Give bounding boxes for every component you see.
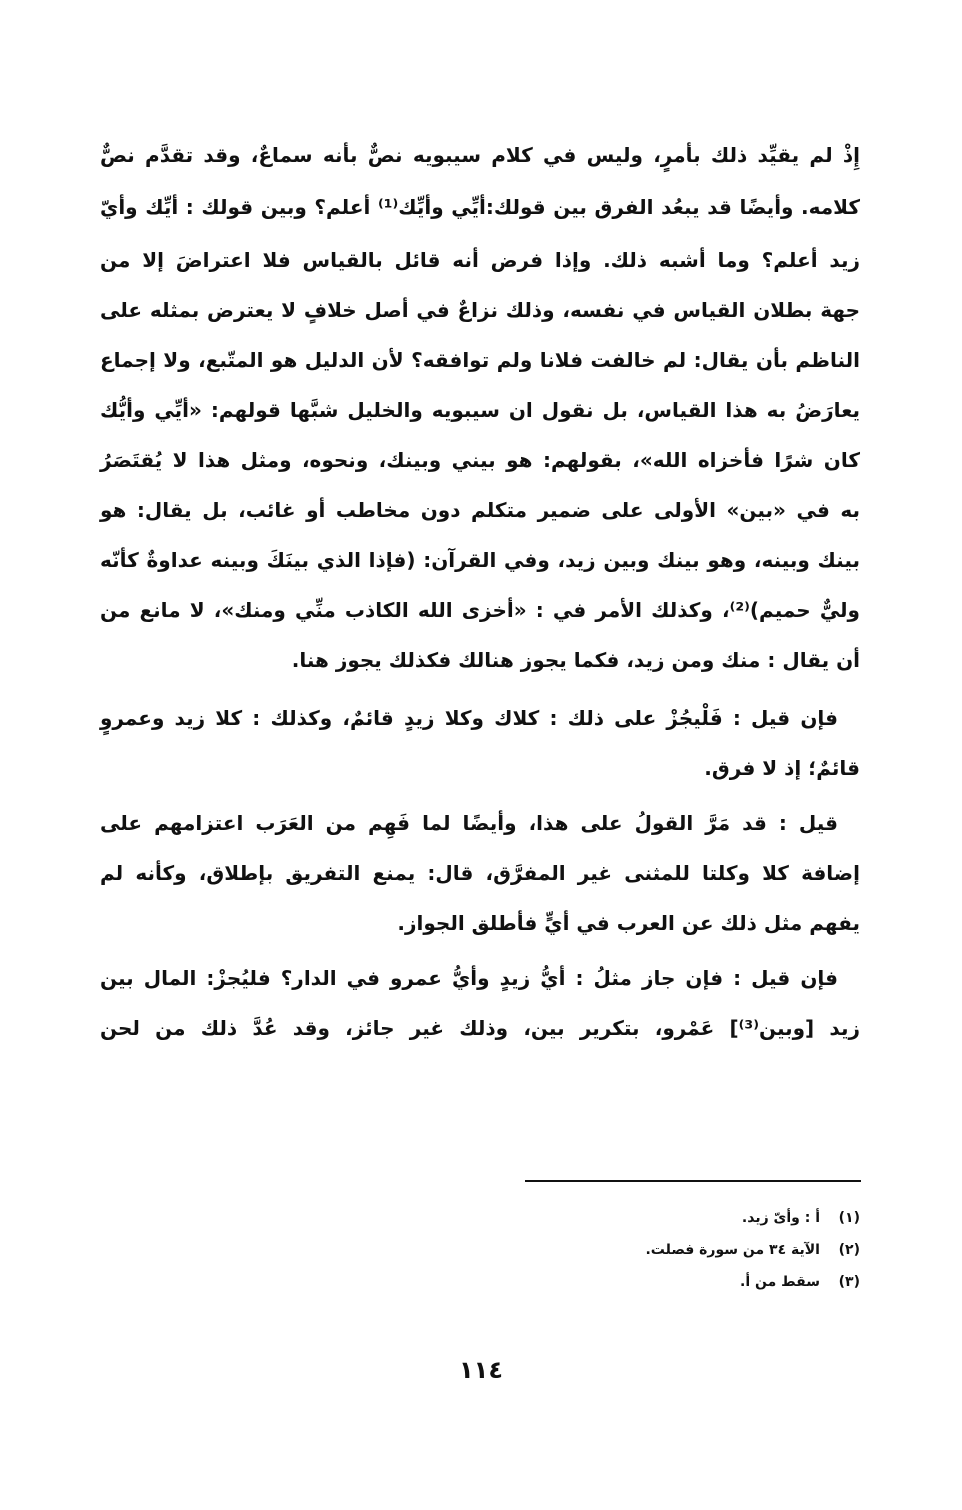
footnote-number: (٢) [838, 1242, 860, 1258]
text-line: إضافة كلا وكلتا للمثنى غير المفرَّق، قال: يمنع التفريق بإطلاق، وكأنه لم [100, 861, 860, 885]
text-line: الناظم بأن يقال: لم خالفت فلانا ولم توافقه؟ لأن الدليل هو المتّبع، ولا إجماع [100, 348, 860, 372]
text-line: فإن قيل : فإن جاز مثلُ : أيُّ زيدٍ وأيُّ عمرو في الدار؟ فليُجزْ: المال بين [100, 966, 838, 990]
text-line: إِذْ لم يقيِّد ذلك بأمرٍ، وليس في كلام سيبويه نصٌّ بأنه سماعٌ، وقد تقدَّم نصٌّ [100, 143, 860, 167]
footnote-number: (٣) [838, 1274, 860, 1290]
text-line: قائمٌ؛ إذ لا فرق. [704, 756, 860, 780]
text-line: يعارَضُ به هذا القياس، بل نقول ان سيبويه والخليل شبَّها قولهم: «أيِّي وأيُّك [100, 398, 860, 422]
footnote-text: الآية ٣٤ من سورة فصلت. [645, 1242, 820, 1258]
text-line: جهة بطلان القياس في نفسه، وذلك نزاعٌ في أصل خلافٍ لا يعترض بمثله على [100, 298, 860, 322]
text-line: يفهم مثل ذلك عن العرب في أيٍّ فأطلق الجواز. [397, 911, 860, 935]
text-line: بينك وبينه، وهو بينك وبين زيد، وفي القرآن: (فإذا الذي بينَكَ وبينه عداوةٌ كأنّه [100, 548, 860, 572]
footnote-divider [525, 1180, 861, 1182]
text-line: قيل : قد مَرَّ القولُ على هذا، وأيضًا لما فَهِم من العَرَب اعتزامهم على [100, 811, 838, 835]
footnote-text: سقط من أ. [740, 1274, 820, 1290]
footnote-text: أ : وأىّ زيد. [741, 1210, 820, 1226]
text-line: فإن قيل : فَلْيجُزْ على ذلك : كلاك وكلا زيدٍ قائمٌ، وكذلك : كلا زيد وعمروٍ [100, 706, 838, 730]
footnote [645, 1240, 860, 1260]
page-number: ١١٤ [459, 1356, 503, 1384]
text-line: زيد [وبين⁽³⁾] عَمْرو، بتكرير بين، وذلك غير جائز، وقد عُدَّ ذلك من لحن [100, 1016, 860, 1040]
text-line: به في «بين» الأولى على ضمير متكلم دون مخاطب أو غائب، بل يقال: هو [100, 498, 860, 522]
footnote [742, 1208, 860, 1228]
footnote-number: (١) [838, 1210, 860, 1226]
text-line: كلامه. وأيضًا قد يبعُد الفرق بين قولك:أيِّي وأيِّك⁽¹⁾ أعلم؟ وبين قولك : أيِّك وأيّ [100, 195, 860, 219]
text-line: زيد أعلم؟ وما أشبه ذلك. وإذا فرض أنه قائل بالقياس فلا اعتراضَ إلا من [100, 248, 860, 272]
text-line: وليٌّ حميم)⁽²⁾، وكذلك الأمر في : «أخزى الله الكاذب منِّي ومنك»، لا مانع من [100, 598, 860, 622]
footnote [740, 1272, 860, 1292]
text-line: أن يقال : منك ومن زيد، فكما يجوز هنالك فكذلك يجوز هنا. [291, 648, 860, 672]
text-line: كان شرًا فأخزاه الله»، بقولهم: هو بيني وبينك، ونحوه، ومثل هذا لا يُقتَصَرُ [100, 448, 860, 472]
